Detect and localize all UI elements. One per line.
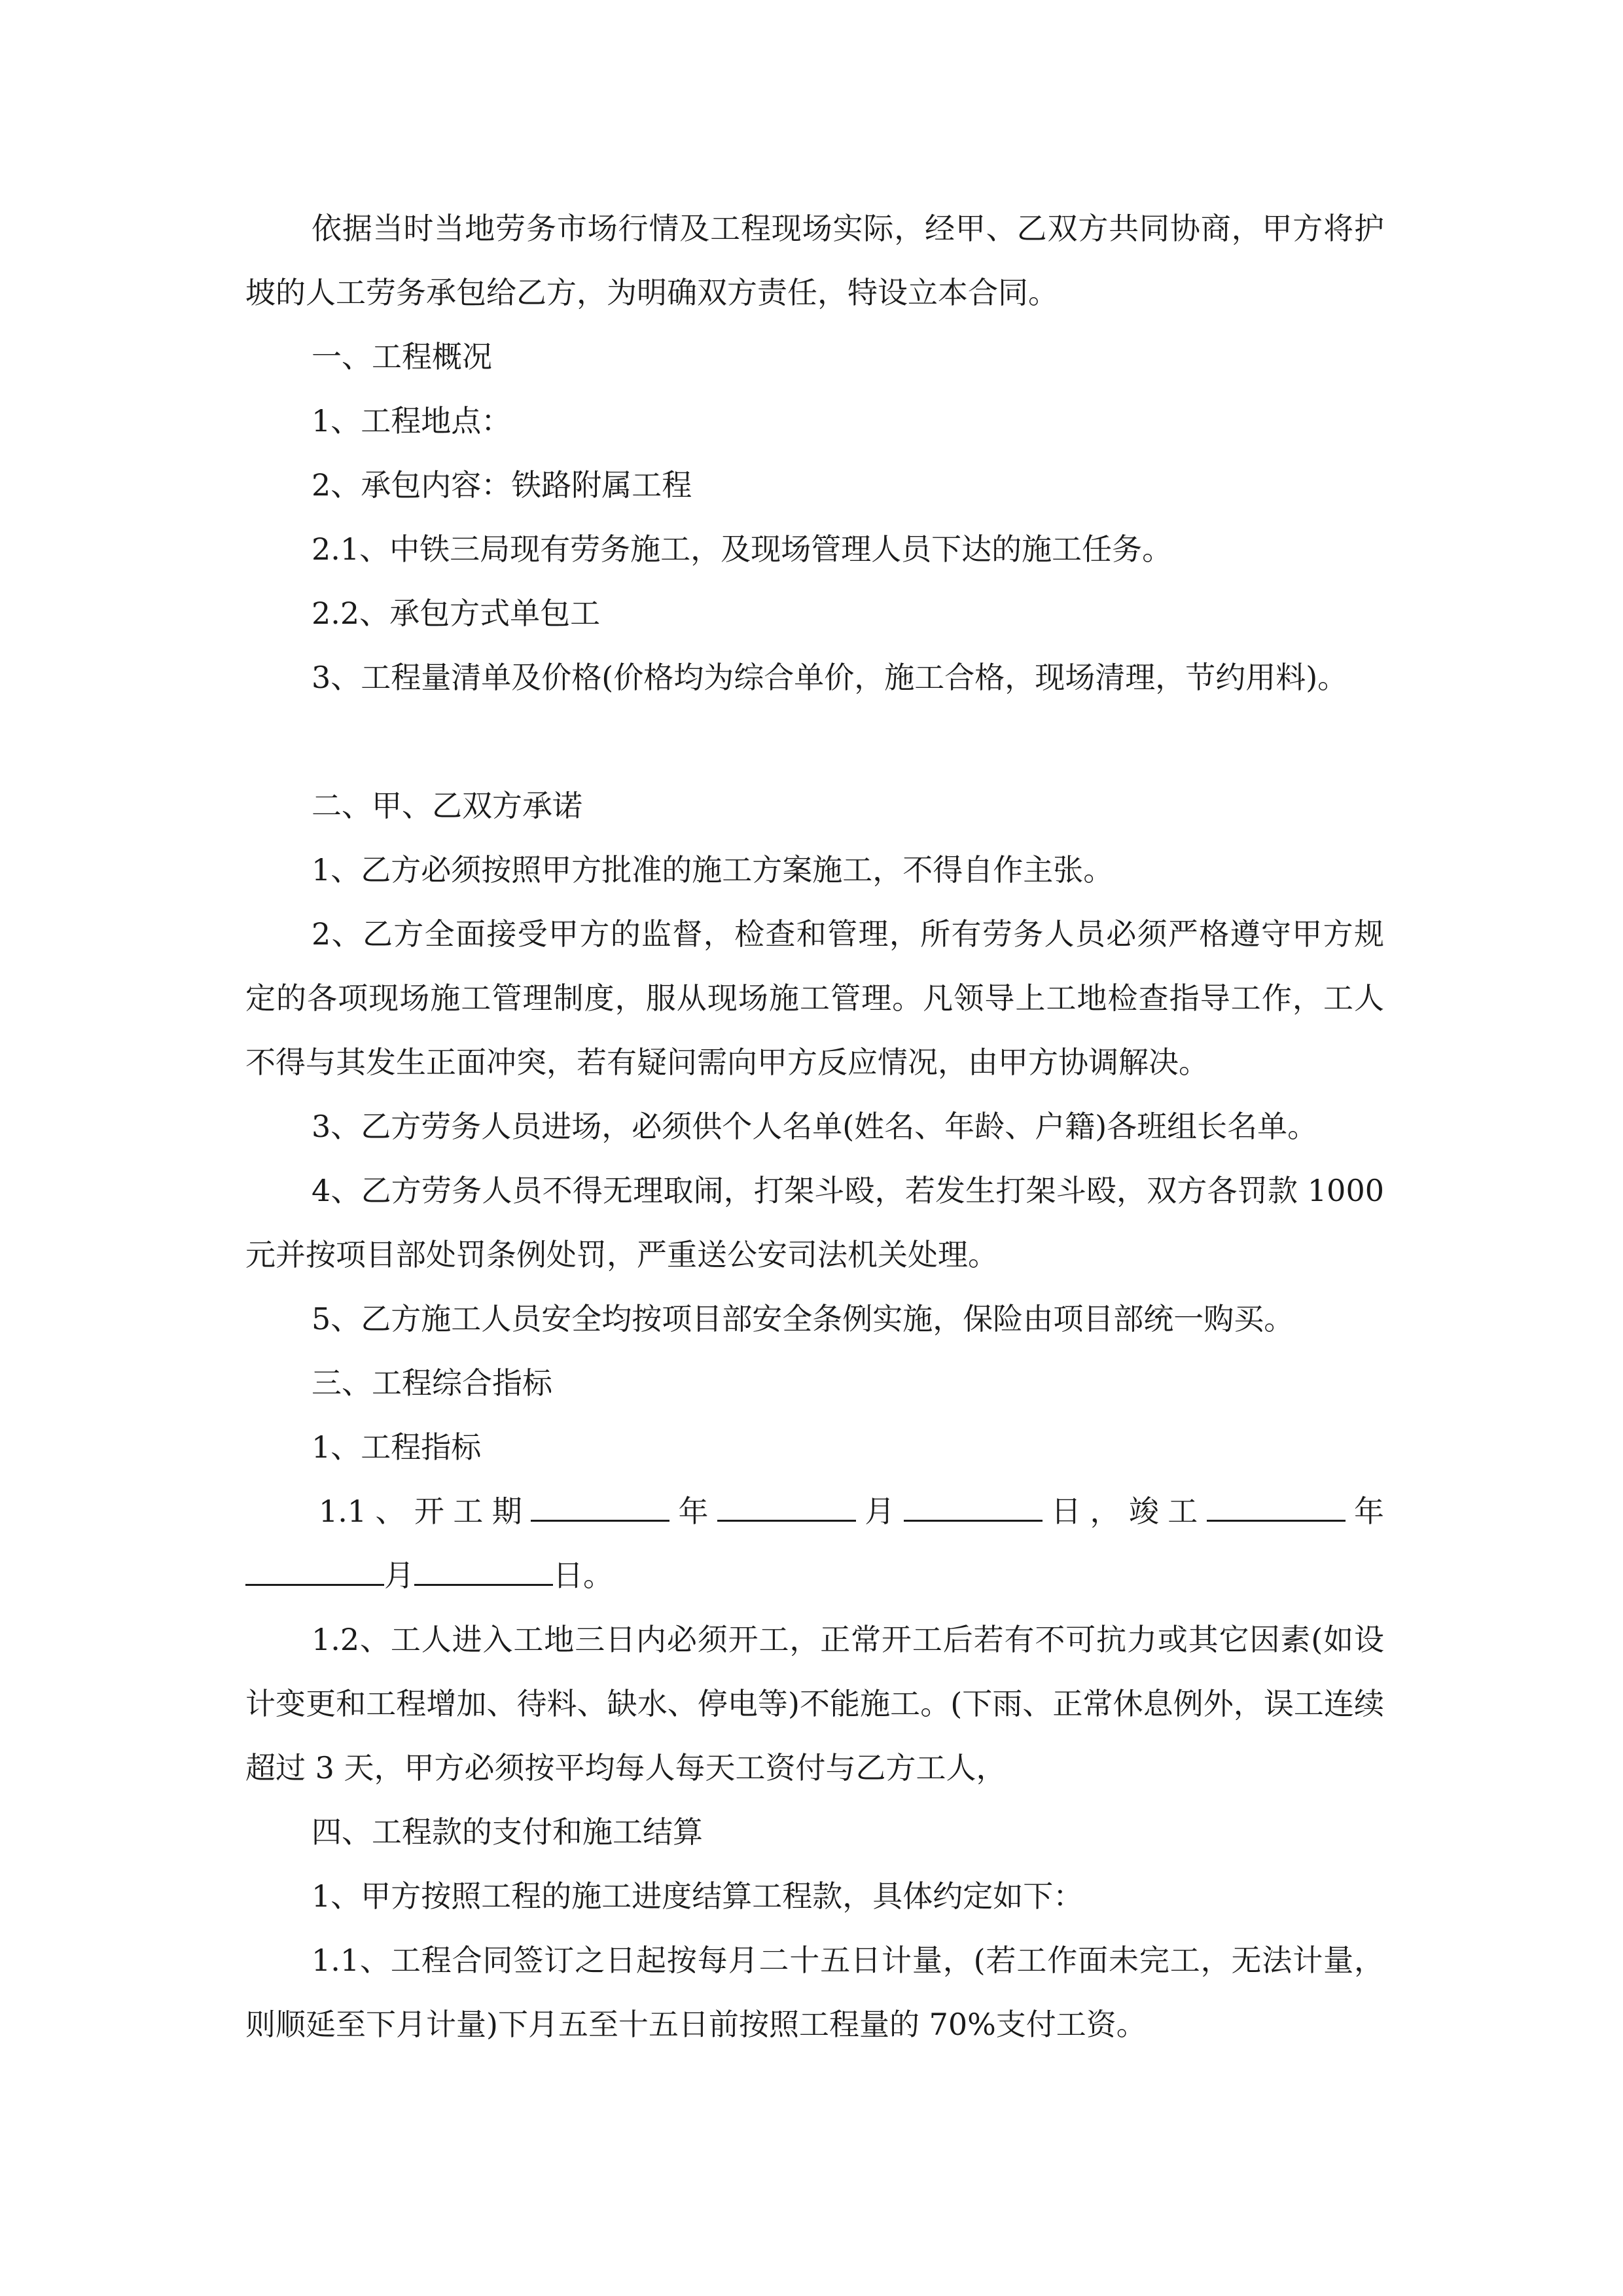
section-2-heading: 二、甲、乙双方承诺 <box>312 788 582 823</box>
start-day-label: 日，竣工 <box>1042 1494 1207 1529</box>
clause-1-3: 3、工程量清单及价格(价格均为综合单价，施工合格，现场清理，节约用料)。 <box>312 660 1348 695</box>
clause-1-2: 2、承包内容：铁路附属工程 <box>312 467 692 503</box>
clause-2-1: 1、乙方必须按照甲方批准的施工方案施工，不得自作主张。 <box>312 852 1114 888</box>
end-month-label: 月 <box>384 1558 414 1593</box>
clause-3-1: 1、工程指标 <box>312 1429 482 1465</box>
clause-3-1-2: 1.2、工人进入工地三日内必须开工，正常开工后若有不可抗力或其它因素(如设计变更和工程增加、待料、缺水、停电等)不能施工。(下雨、正常休息例外，误工连续超过 3 天，甲方必须按平均每人每天工资付与乙方工人， <box>245 1622 1384 1785</box>
schedule-prefix: 1.1、开工期 <box>319 1494 531 1529</box>
clause-2-2: 2、乙方全面接受甲方的监督，检查和管理，所有劳务人员必须严格遵守甲方规定的各项现场施工管理制度，服从现场施工管理。凡领导上工地检查指导工作，工人不得与其发生正面冲突，若有疑问需向甲方反应情况，由甲方协调解决。 <box>245 916 1384 1080</box>
start-month-blank[interactable] <box>717 1491 856 1522</box>
clause-2-5: 5、乙方施工人员安全均按项目部安全条例实施，保险由项目部统一购买。 <box>312 1301 1294 1336</box>
clause-4-1: 1、甲方按照工程的施工进度结算工程款，具体约定如下： <box>312 1878 1084 1914</box>
end-day-blank[interactable] <box>414 1555 553 1586</box>
clause-4-1-1: 1.1、工程合同签订之日起按每月二十五日计量，(若工作面未完工，无法计量，则顺延至下月计量)下月五至十五日前按照工程量的 70%支付工资。 <box>245 1943 1384 2042</box>
schedule-clause <box>245 1479 1384 1607</box>
clause-2-4: 4、乙方劳务人员不得无理取闹，打架斗殴，若发生打架斗殴，双方各罚款 1000 元并按项目部处罚条例处罚，严重送公安司法机关处理。 <box>245 1173 1384 1272</box>
section-1-heading: 一、工程概况 <box>312 339 492 374</box>
intro-paragraph: 依据当时当地劳务市场行情及工程现场实际，经甲、乙双方共同协商，甲方将护坡的人工劳务承包给乙方，为明确双方责任，特设立本合同。 <box>245 211 1384 310</box>
section-4-heading: 四、工程款的支付和施工结算 <box>312 1814 703 1850</box>
clause-1-2-2: 2.2、承包方式单包工 <box>312 596 601 631</box>
section-3-heading: 三、工程综合指标 <box>312 1365 552 1401</box>
clause-1-2-1: 2.1、中铁三局现有劳务施工，及现场管理人员下达的施工任务。 <box>312 531 1173 567</box>
clause-1-1: 1、工程地点： <box>312 403 512 439</box>
start-year-label: 年 <box>669 1494 717 1529</box>
start-year-blank[interactable] <box>531 1491 669 1522</box>
start-day-blank[interactable] <box>904 1491 1043 1522</box>
end-day-label: 日。 <box>553 1558 613 1593</box>
end-year-blank[interactable] <box>1207 1491 1346 1522</box>
start-month-label: 月 <box>855 1494 904 1529</box>
clause-2-3: 3、乙方劳务人员进场，必须供个人名单(姓名、年龄、户籍)各班组长名单。 <box>312 1109 1318 1144</box>
end-year-label: 年 <box>1345 1494 1385 1529</box>
end-month-blank[interactable] <box>245 1555 384 1586</box>
